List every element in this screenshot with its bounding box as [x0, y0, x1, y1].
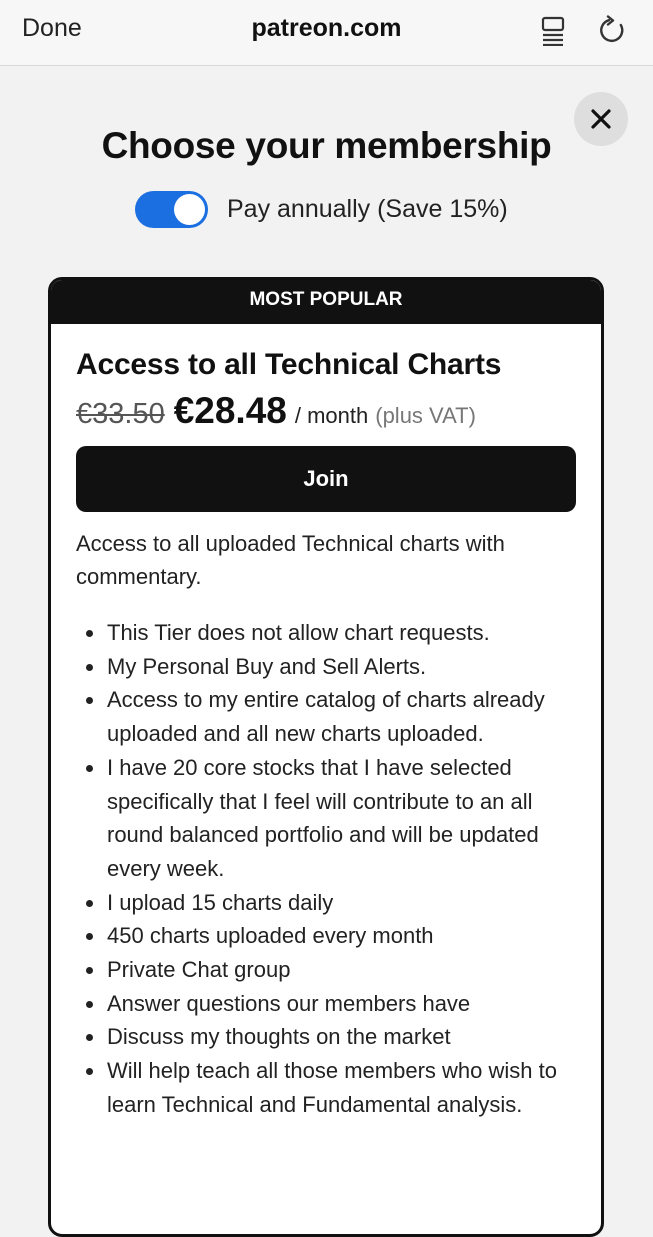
- benefit-item: • Discuss my thoughts on the market: [106, 1020, 576, 1054]
- benefit-item: • Answer questions our members have: [106, 987, 576, 1021]
- benefits-list: [76, 616, 576, 1122]
- original-price: €33.50: [76, 398, 165, 430]
- billing-toggle-row: [135, 190, 508, 228]
- browser-toolbar: [0, 0, 653, 66]
- benefit-item: • This Tier does not allow chart requests.: [106, 616, 576, 650]
- most-popular-badge: MOST POPULAR: [51, 280, 601, 324]
- pay-annually-label: Pay annually (Save 15%): [227, 194, 508, 223]
- price-period: / month: [294, 403, 369, 428]
- tier-card: [48, 277, 604, 1237]
- toggle-knob: [174, 194, 205, 225]
- tier-name: Access to all Technical Charts: [76, 348, 502, 381]
- benefit-item: • My Personal Buy and Sell Alerts.: [106, 650, 576, 684]
- vat-note: (plus VAT): [375, 403, 476, 428]
- tier-description: Access to all uploaded Technical charts with commentary.: [76, 531, 505, 589]
- reader-mode-icon[interactable]: [540, 16, 566, 46]
- benefit-item: • I have 20 core stocks that I have selected specifically that I feel will contribute to an all round balanced portfolio and will be updated every week.: [106, 751, 576, 886]
- benefit-item: • 450 charts uploaded every month: [106, 919, 576, 953]
- benefit-item: • Private Chat group: [106, 953, 576, 987]
- url-text[interactable]: patreon.com: [251, 14, 402, 42]
- benefit-item: • Will help teach all those members who wish to learn Technical and Fundamental analysis.: [106, 1054, 576, 1121]
- join-button[interactable]: Join: [76, 446, 576, 512]
- reload-icon[interactable]: [598, 15, 628, 45]
- pay-annually-toggle[interactable]: [135, 191, 208, 228]
- modal-title: Choose your membership: [101, 125, 552, 166]
- discounted-price: €28.48: [173, 390, 287, 431]
- price-row: [76, 390, 576, 432]
- benefit-item: • I upload 15 charts daily: [106, 886, 576, 920]
- membership-modal: [0, 67, 653, 1200]
- benefit-item: • Access to my entire catalog of charts already uploaded and all new charts uploaded.: [106, 683, 576, 750]
- done-button[interactable]: Done: [22, 14, 82, 42]
